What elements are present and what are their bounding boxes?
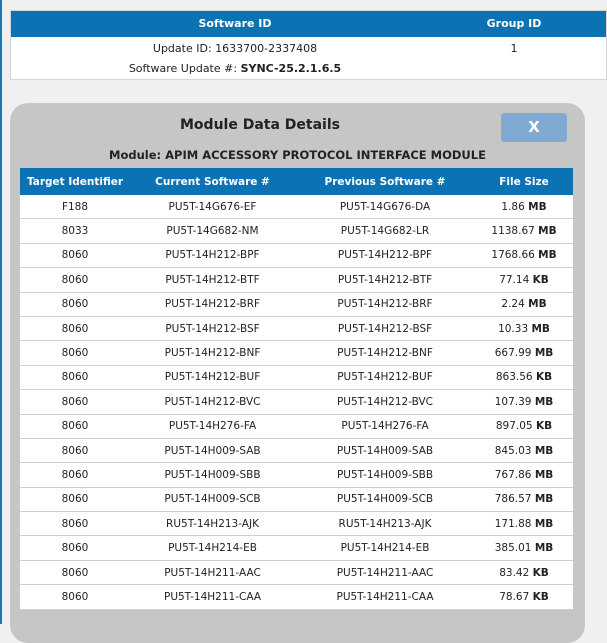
file-size-unit: MB [534, 468, 554, 481]
target-identifier: 8060 [20, 560, 130, 584]
previous-software: PU5T-14H212-BPF [295, 243, 475, 267]
file-size [475, 560, 573, 584]
table-header-row [20, 168, 573, 195]
current-software: PU5T-14H212-BPF [130, 243, 295, 267]
table-row [20, 219, 573, 243]
table-row [20, 195, 573, 219]
previous-software: RU5T-14H213-AJK [295, 512, 475, 536]
software-update-label: Software Update #: [128, 62, 238, 75]
software-update-value: SYNC-25.2.1.6.5 [240, 62, 342, 75]
target-identifier: 8060 [20, 292, 130, 316]
file-size [475, 390, 573, 414]
file-size [475, 243, 573, 267]
group-id-value: 1 [510, 42, 518, 55]
file-size [475, 219, 573, 243]
current-software: PU5T-14H214-EB [130, 536, 295, 560]
file-size-unit: MB [538, 249, 557, 262]
current-software: PU5T-14H211-AAC [130, 560, 295, 584]
file-size [475, 585, 573, 609]
file-size-value: 2.24 [501, 298, 525, 311]
target-identifier: 8060 [20, 536, 130, 560]
table-row [20, 292, 573, 316]
target-identifier: 8060 [20, 268, 130, 292]
current-software: PU5T-14H212-BSF [130, 316, 295, 340]
table-row [20, 268, 573, 292]
file-size [475, 365, 573, 389]
target-identifier: F188 [20, 195, 130, 219]
file-size-unit: KB [535, 420, 553, 433]
header-software-id: Software ID [198, 17, 272, 30]
software-table [10, 10, 607, 80]
current-software: PU5T-14H212-BNF [130, 341, 295, 365]
module-name: Module: APIM ACCESSORY PROTOCOL INTERFACE MODULE [109, 148, 486, 162]
file-size [475, 341, 573, 365]
target-identifier: 8060 [20, 243, 130, 267]
update-id [153, 42, 317, 55]
file-size-unit: MB [534, 347, 554, 360]
table-row [20, 487, 573, 511]
table-row [20, 536, 573, 560]
file-size-value: 786.57 [494, 493, 532, 506]
col-file-size: File Size [475, 168, 573, 195]
target-identifier: 8060 [20, 438, 130, 462]
previous-software: PU5T-14H212-BUF [295, 365, 475, 389]
file-size-unit: MB [528, 298, 547, 311]
file-size [475, 292, 573, 316]
table-row [20, 243, 573, 267]
module-data-modal [10, 103, 585, 643]
header-group-id: Group ID [486, 17, 542, 30]
current-software: PU5T-14H212-BVC [130, 390, 295, 414]
file-size [475, 536, 573, 560]
previous-software: PU5T-14H212-BSF [295, 316, 475, 340]
target-identifier: 8060 [20, 365, 130, 389]
target-identifier: 8060 [20, 390, 130, 414]
module-table [20, 168, 573, 610]
current-software: PU5T-14H009-SAB [130, 438, 295, 462]
software-update [129, 62, 341, 75]
target-identifier: 8060 [20, 585, 130, 609]
file-size-unit: KB [532, 273, 549, 286]
previous-software: PU5T-14H212-BNF [295, 341, 475, 365]
previous-software: PU5T-14H009-SCB [295, 487, 475, 511]
table-row [20, 438, 573, 462]
col-current-software: Current Software # [130, 168, 295, 195]
table-row [20, 341, 573, 365]
software-table-header [11, 11, 606, 37]
close-button[interactable]: X [501, 113, 567, 142]
table-row [20, 560, 573, 584]
file-size-value: 10.33 [498, 322, 529, 335]
file-size-value: 1768.66 [491, 249, 535, 262]
current-software: RU5T-14H213-AJK [130, 512, 295, 536]
previous-software: PU5T-14H212-BVC [295, 390, 475, 414]
previous-software: PU5T-14H212-BTF [295, 268, 475, 292]
file-size-value: 767.86 [494, 468, 532, 481]
file-size-unit: KB [532, 566, 549, 579]
table-row [20, 390, 573, 414]
file-size-value: 1138.67 [491, 225, 535, 238]
file-size-value: 845.03 [494, 444, 532, 457]
current-software: PU5T-14H211-CAA [130, 585, 295, 609]
table-row [20, 585, 573, 609]
table-row [20, 365, 573, 389]
previous-software: PU5T-14G682-LR [295, 219, 475, 243]
file-size [475, 487, 573, 511]
table-row [20, 512, 573, 536]
update-id-label: Update ID: [152, 42, 212, 55]
previous-software: PU5T-14H214-EB [295, 536, 475, 560]
file-size-unit: MB [534, 493, 554, 506]
target-identifier: 8060 [20, 341, 130, 365]
previous-software: PU5T-14H212-BRF [295, 292, 475, 316]
previous-software: PU5T-14H211-AAC [295, 560, 475, 584]
modal-title: Module Data Details [180, 117, 340, 133]
file-size [475, 414, 573, 438]
file-size-unit: MB [528, 200, 547, 213]
file-size [475, 438, 573, 462]
file-size [475, 268, 573, 292]
file-size-value: 385.01 [494, 542, 532, 555]
current-software: PU5T-14H009-SCB [130, 487, 295, 511]
target-identifier: 8060 [20, 463, 130, 487]
file-size-value: 171.88 [494, 517, 532, 530]
file-size-unit: KB [535, 371, 553, 384]
file-size-unit: MB [531, 322, 550, 335]
file-size-value: 863.56 [495, 371, 533, 384]
target-identifier: 8060 [20, 414, 130, 438]
table-row [20, 414, 573, 438]
target-identifier: 8060 [20, 316, 130, 340]
previous-software: PU5T-14H009-SAB [295, 438, 475, 462]
previous-software: PU5T-14H276-FA [295, 414, 475, 438]
target-identifier: 8060 [20, 487, 130, 511]
target-identifier: 8060 [20, 512, 130, 536]
left-border [0, 0, 2, 624]
current-software: PU5T-14H212-BRF [130, 292, 295, 316]
previous-software: PU5T-14H211-CAA [295, 585, 475, 609]
previous-software: PU5T-14H009-SBB [295, 463, 475, 487]
file-size-value: 897.05 [495, 420, 533, 433]
current-software: PU5T-14H212-BUF [130, 365, 295, 389]
current-software: PU5T-14H009-SBB [130, 463, 295, 487]
file-size-value: 107.39 [494, 395, 532, 408]
file-size-unit: MB [534, 542, 554, 555]
file-size-unit: MB [534, 517, 554, 530]
previous-software: PU5T-14G676-DA [295, 195, 475, 219]
current-software: PU5T-14G682-NM [130, 219, 295, 243]
file-size [475, 195, 573, 219]
file-size [475, 316, 573, 340]
file-size-value: 77.14 [499, 273, 530, 286]
file-size-value: 83.42 [499, 566, 530, 579]
current-software: PU5T-14G676-EF [130, 195, 295, 219]
file-size-unit: MB [538, 225, 557, 238]
file-size-unit: KB [532, 590, 549, 603]
file-size-unit: MB [534, 395, 554, 408]
file-size [475, 512, 573, 536]
current-software: PU5T-14H276-FA [130, 414, 295, 438]
file-size-value: 78.67 [499, 590, 530, 603]
file-size-value: 1.86 [501, 200, 525, 213]
file-size-value: 667.99 [494, 347, 532, 360]
table-row [20, 463, 573, 487]
file-size [475, 463, 573, 487]
current-software: PU5T-14H212-BTF [130, 268, 295, 292]
file-size-unit: MB [534, 444, 554, 457]
col-previous-software: Previous Software # [295, 168, 475, 195]
table-row [20, 316, 573, 340]
col-target-identifier: Target Identifier [20, 168, 130, 195]
target-identifier: 8033 [20, 219, 130, 243]
update-id-value: 1633700-2337408 [215, 42, 318, 55]
